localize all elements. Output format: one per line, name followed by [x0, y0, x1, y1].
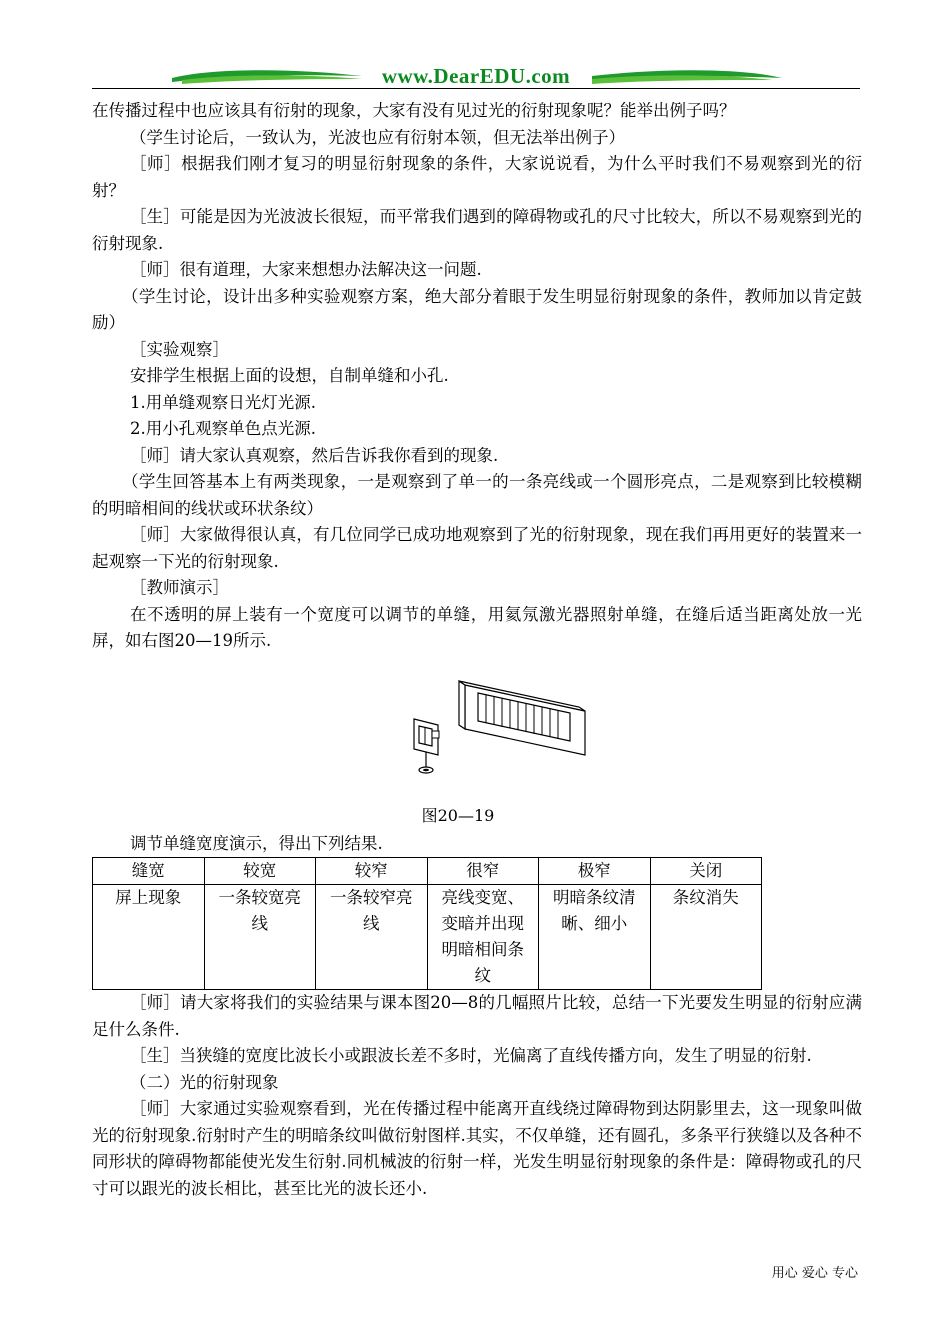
- paragraph: （学生讨论后，一致认为，光波也应有衍射本领，但无法举出例子）: [130, 127, 625, 147]
- table-header-cell: 极窄: [539, 858, 651, 885]
- table-cell: 亮线变宽、变暗并出现明暗相间条纹: [427, 885, 539, 990]
- section-label: ［教师演示］: [130, 578, 229, 597]
- list-item: 2.用小孔观察单色点光源.: [130, 419, 316, 438]
- single-slit-apparatus-illustration: [410, 667, 600, 779]
- paragraph: 安排学生根据上面的设想，自制单缝和小孔.: [130, 366, 449, 385]
- paragraph: ［生］可能是因为光波波长很短，而平常我们遇到的障碍物或孔的尺寸比较大，所以不易观察到光的衍射现象.: [92, 207, 862, 253]
- table-cell: 一条较宽亮线: [204, 885, 316, 990]
- results-table: [92, 857, 762, 990]
- table-header-cell: 很窄: [427, 858, 539, 885]
- paragraph: ［师］请大家认真观察，然后告诉我你看到的现象.: [130, 445, 499, 465]
- header-divider: [92, 88, 860, 89]
- page-header: [92, 62, 860, 96]
- table-header-cell: 较宽: [204, 858, 316, 885]
- table-intro: 调节单缝宽度演示，得出下列结果.: [130, 833, 383, 853]
- figure-caption: 图20—19: [421, 805, 495, 825]
- list-item: 1.用单缝观察日光灯光源.: [130, 392, 316, 412]
- paragraph: ［师］大家做得很认真，有几位同学已成功地观察到了光的衍射现象，现在我们再用更好的装置来一起观察一下光的衍射现象.: [92, 525, 862, 571]
- table-header-cell: 缝宽: [93, 858, 205, 885]
- figure-20-19: [92, 655, 862, 831]
- document-body: [92, 98, 862, 1202]
- table-cell: 一条较窄亮线: [316, 885, 428, 990]
- paragraph: （学生回答基本上有两类现象，一是观察到了单一的一条亮线或一个圆形亮点，二是观察到比较模糊的明暗相间的线状或环状条纹）: [92, 472, 862, 518]
- page-footer: 用心 爱心 专心: [771, 1266, 858, 1281]
- paragraph: ［师］请大家将我们的实验结果与课本图20—8的几幅照片比较，总结一下光要发生明显的衍射应满足什么条件.: [92, 993, 862, 1039]
- table-header-cell: 较窄: [316, 858, 428, 885]
- paragraph: 在不透明的屏上装有一个宽度可以调节的单缝，用氦氖激光器照射单缝，在缝后适当距离处放一光屏，如右图20—19所示.: [92, 604, 862, 650]
- table-cell: 屏上现象: [93, 885, 205, 990]
- table-cell: 条纹消失: [650, 885, 762, 990]
- table-cell: 明暗条纹清晰、细小: [539, 885, 651, 990]
- paragraph: ［师］大家通过实验观察看到，光在传播过程中能离开直线绕过障碍物到达阴影里去，这一现象叫做光的衍射现象.衍射时产生的明暗条纹叫做衍射图样.其实，不仅单缝，还有圆孔，多条平行狭缝以及各种不同形状的障碍物都能使光发生衍射.同机械波的衍射一样，光发生明显衍射现象的条件是：障碍物或孔的尺寸可以跟光的波长相比，甚至比光的波长还小.: [92, 1099, 862, 1198]
- paragraph: ［师］很有道理，大家来想想办法解决这一问题.: [130, 260, 482, 279]
- table-row: [93, 885, 762, 990]
- table-header-cell: 关闭: [650, 858, 762, 885]
- paragraph: ［生］当狭缝的宽度比波长小或跟波长差不多时，光偏离了直线传播方向，发生了明显的衍射.: [130, 1046, 812, 1065]
- section-label: ［实验观察］: [130, 339, 229, 359]
- section-heading: （二）光的衍射现象: [130, 1072, 279, 1092]
- site-logo-text[interactable]: www.DearEDU.com: [381, 64, 571, 88]
- paragraph: 在传播过程中也应该具有衍射的现象，大家有没有见过光的衍射现象呢？能举出例子吗？: [92, 101, 736, 120]
- table-header-row: [93, 858, 762, 885]
- paragraph: （学生讨论，设计出多种实验观察方案，绝大部分着眼于发生明显衍射现象的条件，教师加以肯定鼓励）: [92, 286, 862, 332]
- paragraph: ［师］根据我们刚才复习的明显衍射现象的条件，大家说说看，为什么平时我们不易观察到光的衍射？: [92, 154, 862, 200]
